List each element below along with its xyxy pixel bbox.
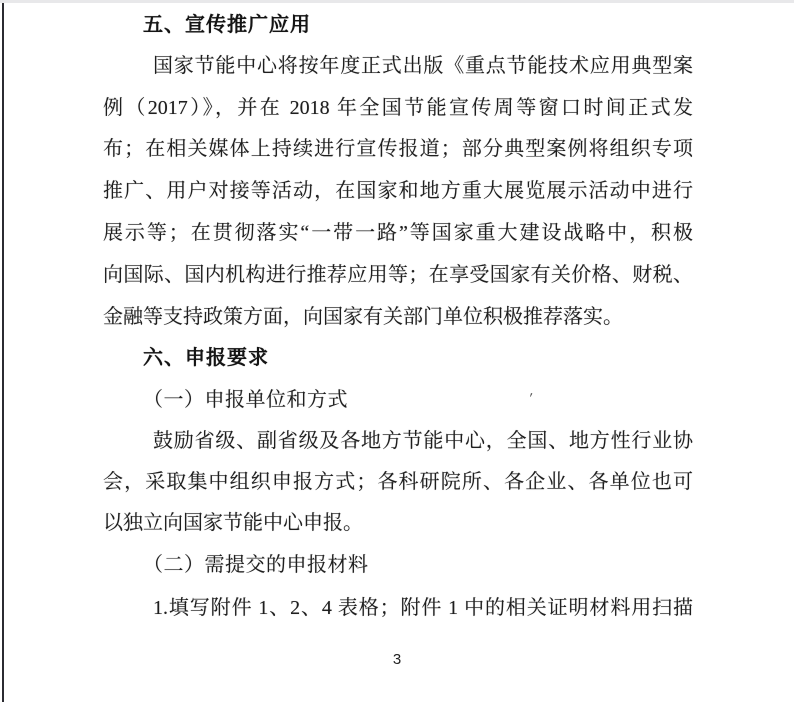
paragraph-line: 会，采取集中组织申报方式；各科研院所、各企业、各单位也可 xyxy=(103,471,693,493)
paragraph-line: 国家节能中心将按年度正式出版《重点节能技术应用典型案 xyxy=(153,55,693,77)
paragraph-line: 以独立向国家节能中心申报。 xyxy=(103,512,363,534)
stray-scan-mark: ′ xyxy=(527,390,534,408)
paragraph-line: 向国际、国内机构进行推荐应用等；在享受国家有关价格、财税、 xyxy=(103,264,693,286)
sub-heading-1: （一）申报单位和方式 xyxy=(143,389,348,411)
scan-edge-top xyxy=(0,0,794,3)
paragraph-line: 金融等支持政策方面，向国家有关部门单位积极推荐落实。 xyxy=(103,306,623,328)
section-heading-6: 六、申报要求 xyxy=(143,347,269,369)
section-heading-5: 五、宣传推广应用 xyxy=(143,14,311,36)
paragraph-line: 鼓励省级、副省级及各地方节能中心，全国、地方性行业协 xyxy=(153,430,693,452)
paragraph-line: 布；在相关媒体上持续进行宣传报道；部分典型案例将组织专项 xyxy=(103,138,693,160)
paragraph-line: 展示等；在贯彻落实“一带一路”等国家重大建设战略中，积极 xyxy=(103,222,693,244)
page-number: 3 xyxy=(392,651,402,668)
paragraph-line: 例（2017）》，并在 2018 年全国节能宣传周等窗口时间正式发 xyxy=(103,97,693,119)
sub-heading-2: （二）需提交的申报材料 xyxy=(143,554,369,576)
scan-edge-left xyxy=(2,3,4,702)
paragraph-line: 1.填写附件 1、2、4 表格；附件 1 中的相关证明材料用扫描 xyxy=(153,597,693,619)
paragraph-line: 推广、用户对接等活动，在国家和地方重大展览展示活动中进行 xyxy=(103,180,693,202)
